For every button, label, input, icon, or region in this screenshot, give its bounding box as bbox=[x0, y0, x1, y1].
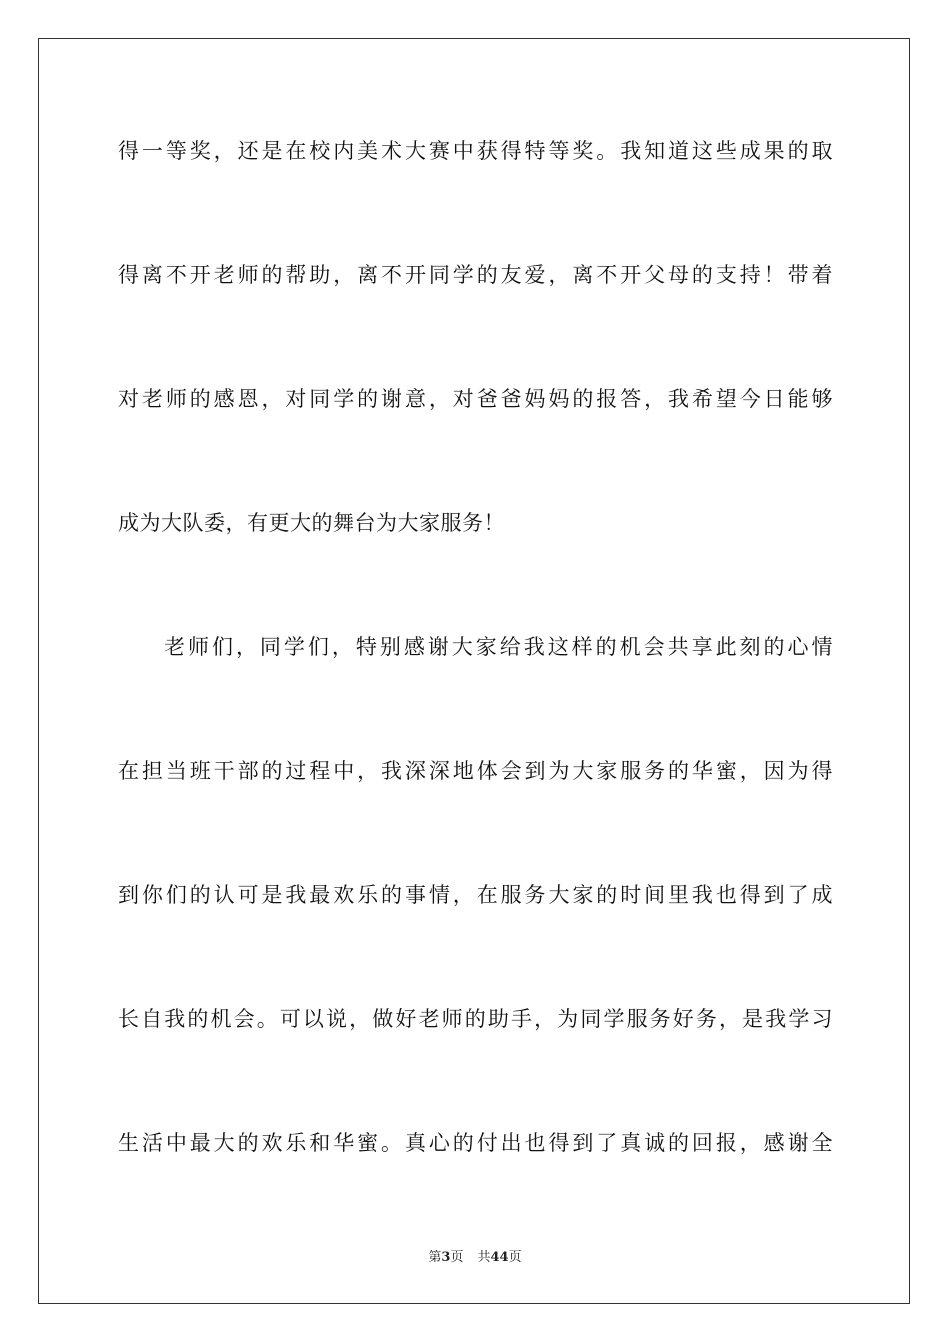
text-line-6: 在担当班干部的过程中，我深深地体会到为大家服务的华蜜，因为得 bbox=[118, 759, 833, 783]
text-line-9: 生活中最大的欢乐和华蜜。真心的付出也得到了真诚的回报，感谢全 bbox=[118, 1131, 833, 1155]
text-line-2: 得离不开老师的帮助，离不开同学的友爱，离不开父母的支持！带着 bbox=[118, 263, 833, 287]
page-suffix: 页 bbox=[450, 1250, 464, 1265]
total-prefix: 共 bbox=[477, 1250, 491, 1265]
page-border bbox=[38, 38, 910, 1304]
text-line-7: 到你们的认可是我最欢乐的事情，在服务大家的时间里我也得到了成 bbox=[118, 883, 833, 907]
text-line-4: 成为大队委，有更大的舞台为大家服务！ bbox=[118, 511, 505, 535]
text-line-8: 长自我的机会。可以说，做好老师的助手，为同学服务好务，是我学习 bbox=[118, 1007, 833, 1031]
total-pages: 44 bbox=[490, 1250, 509, 1265]
page-prefix: 第 bbox=[428, 1250, 442, 1265]
page-number: 3 bbox=[441, 1250, 451, 1265]
text-line-1: 得一等奖，还是在校内美术大赛中获得特等奖。我知道这些成果的取 bbox=[118, 139, 833, 163]
total-suffix: 页 bbox=[508, 1250, 522, 1265]
page-footer bbox=[0, 1246, 950, 1265]
text-line-5-paragraph-start: 老师们，同学们，特别感谢大家给我这样的机会共享此刻的心情 bbox=[164, 635, 833, 659]
text-line-3: 对老师的感恩，对同学的谢意，对爸爸妈妈的报答，我希望今日能够 bbox=[118, 387, 833, 411]
